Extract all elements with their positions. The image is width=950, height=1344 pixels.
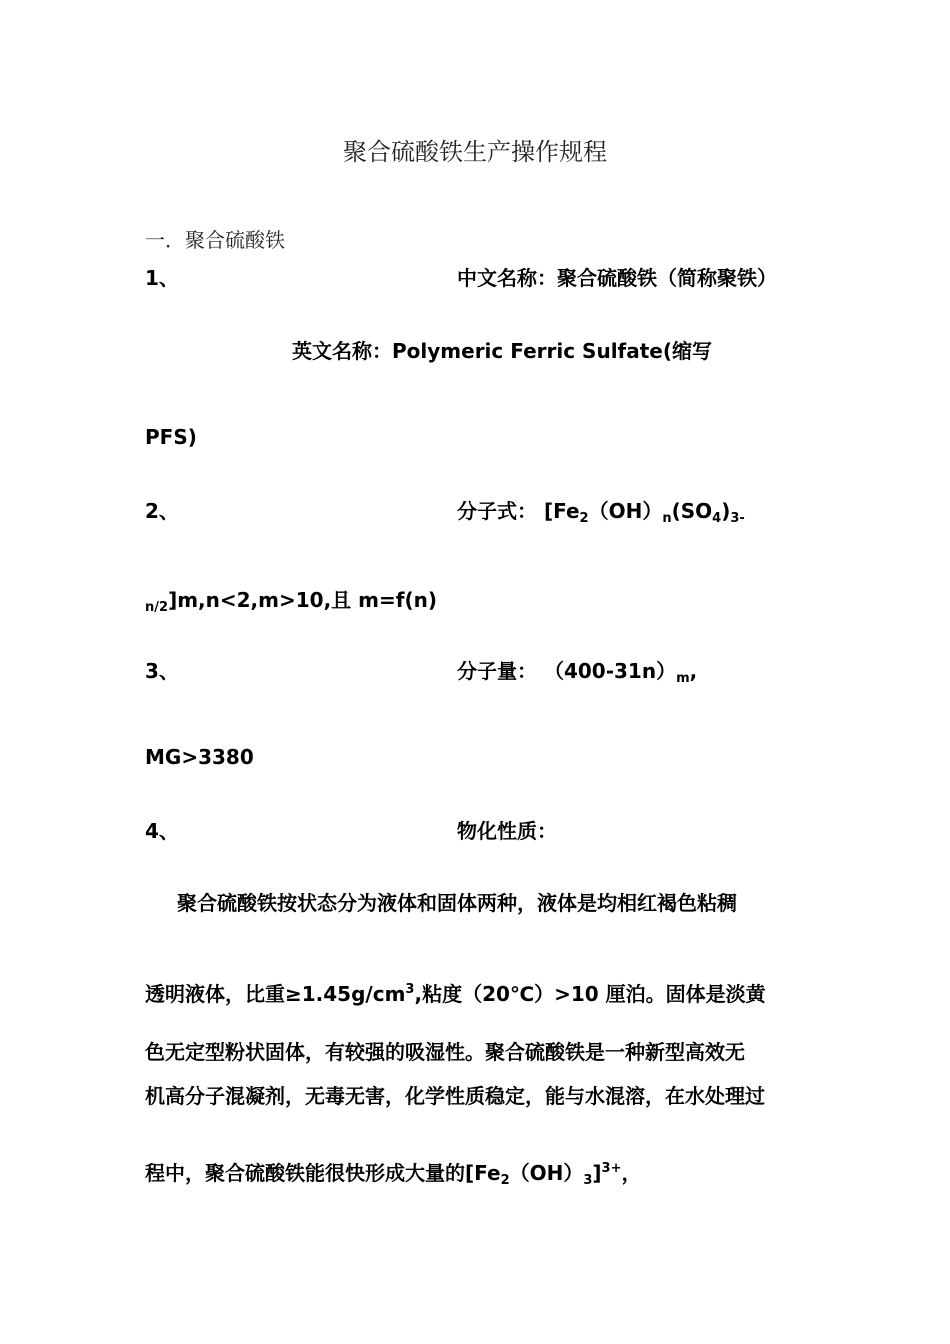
chinese-name: 中文名称：聚合硫酸铁（简称聚铁） — [457, 266, 777, 290]
molecular-formula — [457, 495, 745, 526]
viscosity-text: ,粘度（20℃）>10 厘泊。固体是淡黄 — [414, 982, 766, 1006]
p5-text-a: 程中，聚合硫酸铁能很快形成大量的[Fe — [145, 1161, 501, 1185]
formula-close: ) — [721, 499, 731, 523]
item-2-number: 2、 — [145, 499, 179, 523]
formula-label: 分子式： — [457, 499, 537, 523]
p5-text-b: （OH） — [509, 1161, 584, 1185]
paragraph-line-2 — [145, 978, 766, 1007]
document-title: 聚合硫酸铁生产操作规程 — [343, 138, 607, 166]
physchem-label: 物化性质： — [457, 819, 557, 843]
mw-comma: , — [689, 659, 698, 683]
item-1-number: 1、 — [145, 266, 179, 290]
english-name-abbr: PFS) — [145, 425, 197, 449]
molecular-formula-cont — [145, 584, 437, 615]
density-text: 透明液体，比重≥1.45g/cm — [145, 982, 406, 1006]
p5-sub-2: 2 — [500, 1173, 510, 1188]
formula-so4: (SO — [671, 499, 713, 523]
p5-text-d: ， — [621, 1161, 642, 1185]
mw-sub: m — [676, 671, 690, 686]
formula-cont: ]m,n<2,m>10,且 m=f(n) — [168, 588, 437, 612]
english-name: 英文名称：Polymeric Ferric Sulfate(缩写 — [292, 339, 713, 363]
paragraph-line-3: 色无定型粉状固体，有较强的吸湿性。聚合硫酸铁是一种新型高效无 — [145, 1040, 745, 1064]
p5-sub-3: 3 — [583, 1173, 593, 1188]
formula-oh: （OH） — [588, 499, 663, 523]
paragraph-line-1: 聚合硫酸铁按状态分为液体和固体两种，液体是均相红褐色粘稠 — [177, 891, 737, 915]
formula-sub-4: 4 — [712, 511, 722, 526]
mw-value: （400-31n） — [543, 659, 677, 683]
formula-fe: [Fe — [543, 499, 580, 523]
item-4-number: 4、 — [145, 819, 179, 843]
p5-sup: 3+ — [601, 1161, 622, 1176]
p5-text-c: ] — [592, 1161, 602, 1185]
paragraph-line-4: 机高分子混凝剂，无毒无害，化学性质稳定，能与水混溶，在水处理过 — [145, 1084, 765, 1108]
formula-sub-2: 2 — [579, 511, 589, 526]
paragraph-line-5 — [145, 1157, 642, 1188]
section-heading: 一．聚合硫酸铁 — [145, 228, 285, 252]
formula-sub-n: n — [662, 511, 672, 526]
mw-label: 分子量： — [457, 659, 537, 683]
formula-cont-sub: n/2 — [145, 600, 169, 615]
mw-line2: MG>3380 — [145, 745, 254, 769]
formula-sub-3: 3- — [730, 511, 745, 526]
density-sup: 3 — [405, 982, 415, 997]
molecular-weight — [457, 655, 697, 686]
item-3-number: 3、 — [145, 659, 179, 683]
